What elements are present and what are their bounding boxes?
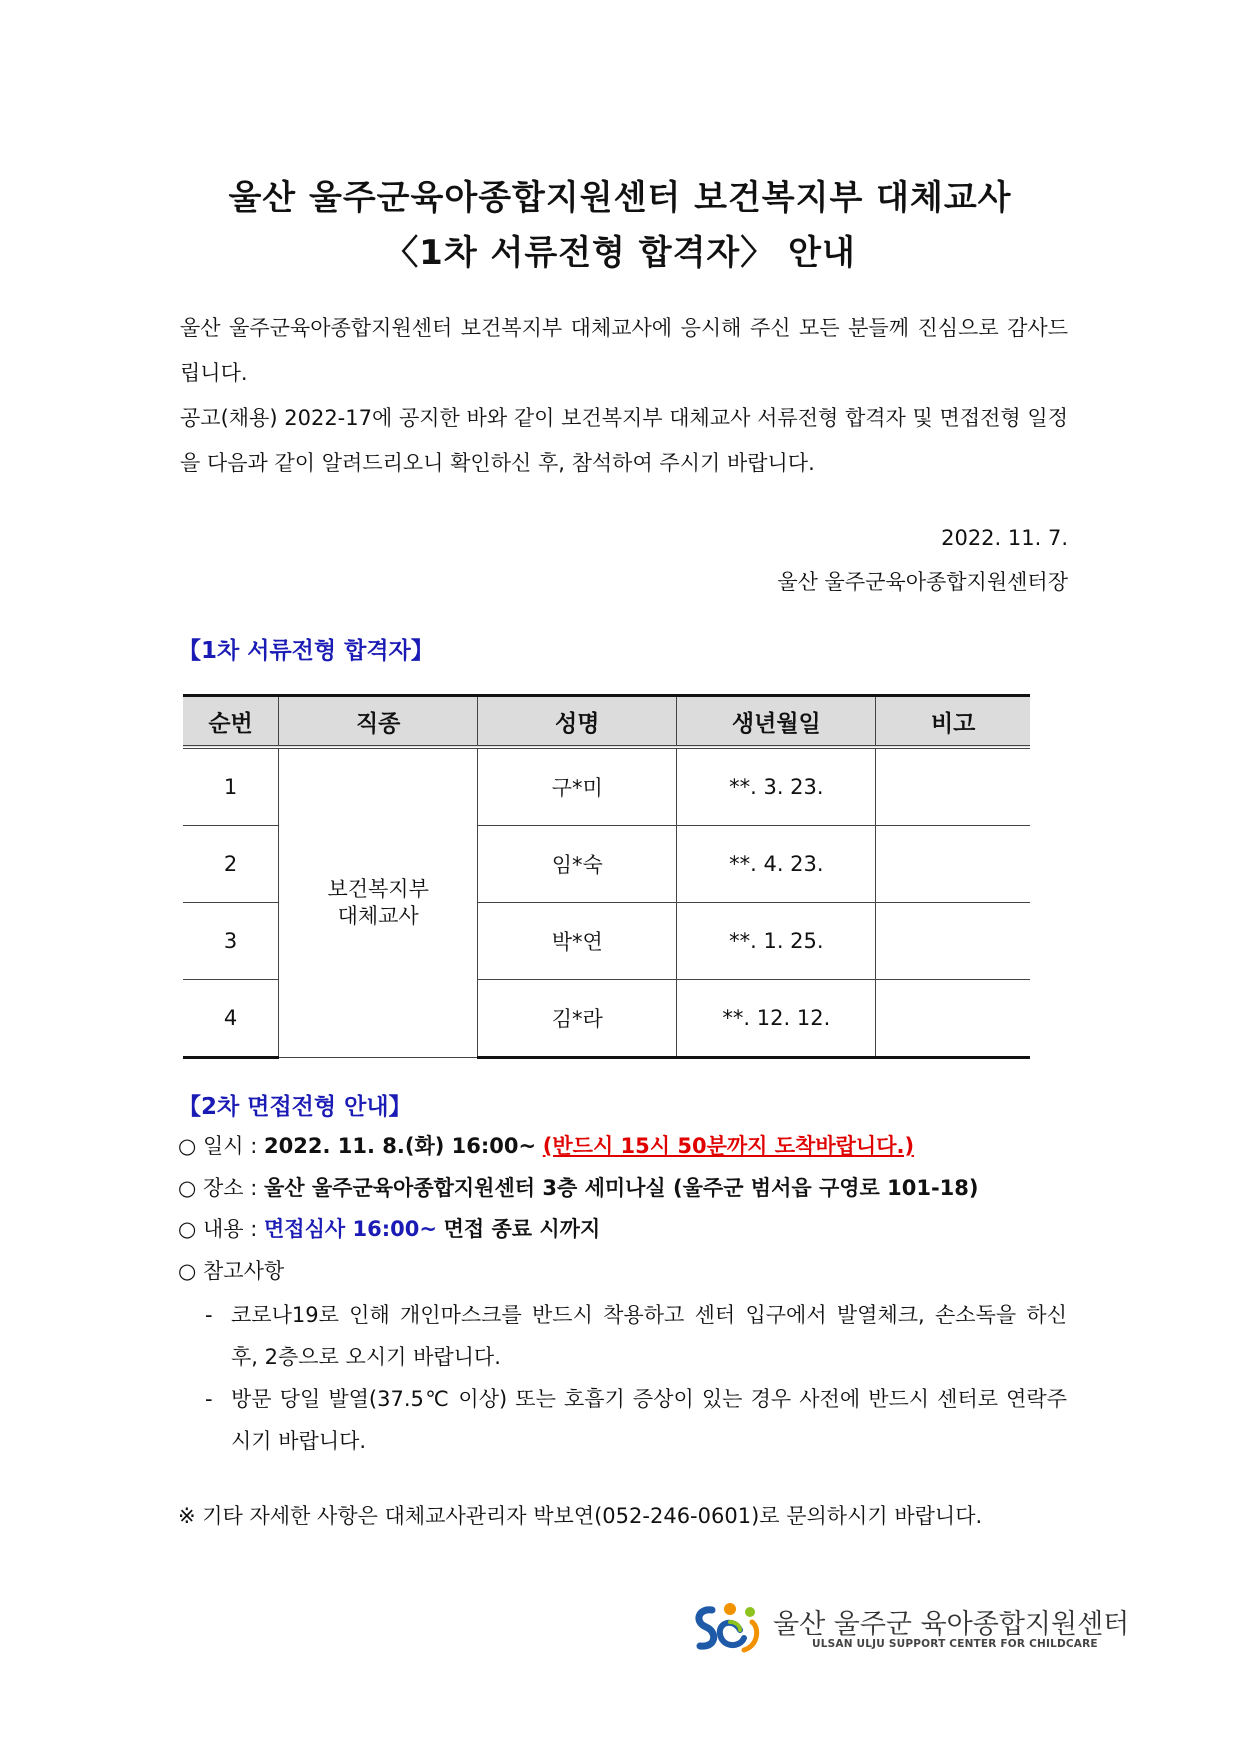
cell-number: 2 xyxy=(183,826,279,903)
intro-paragraph-1: 울산 울주군육아종합지원센터 보건복지부 대체교사에 응시해 주신 모든 분들께 진심으로 감사드립니다. xyxy=(180,316,1068,385)
intro-paragraph-2: 공고(채용) 2022-17에 공지한 바와 같이 보건복지부 대체교사 서류전형 합격자 및 면접전형 일정을 다음과 같이 알려드리오니 확인하신 후, 참석하여 주시기 바랍니다. xyxy=(180,406,1068,475)
center-logo-icon xyxy=(690,1600,762,1658)
header-job: 직종 xyxy=(279,696,478,748)
cell-name: 임*숙 xyxy=(478,826,677,903)
cell-number: 1 xyxy=(183,747,279,826)
cell-name: 구*미 xyxy=(478,747,677,826)
schedule-label: 일시 : xyxy=(203,1134,265,1158)
center-logo xyxy=(690,1600,1130,1660)
cell-remarks xyxy=(876,826,1030,903)
issue-date: 2022. 11. 7. xyxy=(941,526,1068,550)
cell-number: 4 xyxy=(183,980,279,1058)
document-title-line1: 울산 울주군육아종합지원센터 보건복지부 대체교사 xyxy=(228,178,1012,218)
place-label: 장소 : xyxy=(203,1176,265,1200)
interview-notes-heading xyxy=(178,1255,284,1285)
bullet-circle-icon: ○ xyxy=(178,1134,197,1158)
content-value: 면접심사 16:00~ xyxy=(264,1217,437,1241)
contact-footnote: ※ 기타 자세한 사항은 대체교사관리자 박보연(052-246-0601)로 문의하시기 바랍니다. xyxy=(178,1504,983,1528)
header-birthdate: 생년월일 xyxy=(677,696,876,748)
section-heading-document-screening: 【1차 서류전형 합격자】 xyxy=(178,638,434,664)
header-name: 성명 xyxy=(478,696,677,748)
job-text: 보건복지부 대체교사 xyxy=(327,877,429,928)
cell-remarks xyxy=(876,903,1030,980)
cell-name: 김*라 xyxy=(478,980,677,1058)
cell-remarks xyxy=(876,980,1030,1058)
interview-schedule xyxy=(178,1130,914,1160)
note-item xyxy=(205,1294,1067,1378)
cell-remarks xyxy=(876,747,1030,826)
note-text: 코로나19로 인해 개인마스크를 반드시 착용하고 센터 입구에서 발열체크, 손소독을 하신 후, 2층으로 오시기 바랍니다. xyxy=(231,1303,1067,1369)
bullet-circle-icon: ○ xyxy=(178,1259,197,1283)
note-text: 방문 당일 발열(37.5℃ 이상) 또는 호흡기 증상이 있는 경우 사전에 반드시 센터로 연락주시기 바랍니다. xyxy=(231,1387,1067,1453)
interview-place xyxy=(178,1172,979,1202)
note-item xyxy=(205,1378,1067,1462)
table-row xyxy=(183,747,1030,826)
issuer-signature: 울산 울주군육아종합지원센터장 xyxy=(777,570,1068,594)
cell-birthdate: **. 3. 23. xyxy=(677,747,876,826)
dash-bullet: - xyxy=(205,1387,213,1411)
schedule-value: 2022. 11. 8.(화) 16:00~ xyxy=(264,1134,537,1158)
content-label: 내용 : xyxy=(203,1217,265,1241)
cell-number: 3 xyxy=(183,903,279,980)
place-value: 울산 울주군육아종합지원센터 3층 세미나실 (울주군 범서읍 구영로 101-18) xyxy=(264,1176,979,1200)
document-title-line2: 〈1차 서류전형 합격자〉 안내 xyxy=(384,233,856,273)
content-rest: 면접 종료 시까지 xyxy=(443,1217,601,1241)
cell-birthdate: **. 4. 23. xyxy=(677,826,876,903)
notes-label: 참고사항 xyxy=(203,1259,285,1283)
bullet-circle-icon: ○ xyxy=(178,1176,197,1200)
bullet-circle-icon: ○ xyxy=(178,1217,197,1241)
logo-name-english: ULSAN ULJU SUPPORT CENTER FOR CHILDCARE xyxy=(812,1638,1098,1650)
passer-table xyxy=(183,694,1030,1059)
cell-job xyxy=(279,747,478,1058)
cell-birthdate: **. 1. 25. xyxy=(677,903,876,980)
schedule-warning: (반드시 15시 50분까지 도착바랍니다.) xyxy=(542,1134,915,1158)
cell-name: 박*연 xyxy=(478,903,677,980)
section-heading-interview: 【2차 면접전형 안내】 xyxy=(178,1094,412,1120)
header-number: 순번 xyxy=(183,696,279,748)
header-remarks: 비고 xyxy=(876,696,1030,748)
dash-bullet: - xyxy=(205,1303,213,1327)
interview-content xyxy=(178,1213,600,1243)
logo-name-korean: 울산 울주군 육아종합지원센터 xyxy=(773,1609,1130,1640)
table-header-row xyxy=(183,696,1030,748)
cell-birthdate: **. 12. 12. xyxy=(677,980,876,1058)
